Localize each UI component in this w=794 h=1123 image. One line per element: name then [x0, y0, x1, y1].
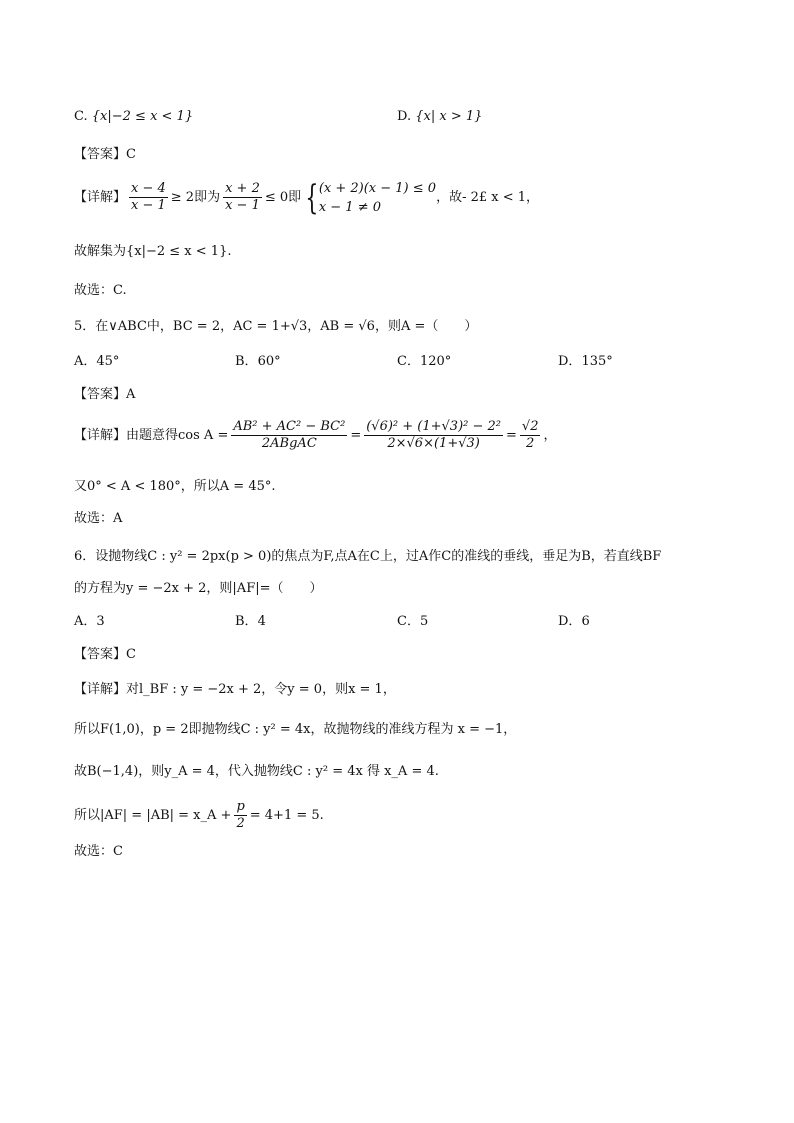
- q5-option-b-label: B．: [235, 354, 258, 369]
- q5-frac3-den: 2: [526, 436, 535, 451]
- q6-choose: 故选：C: [74, 844, 123, 859]
- q6-option-d-text: 6: [581, 614, 590, 629]
- q4-option-c-text: {x|−2 ≤ x < 1}: [91, 109, 194, 124]
- q5-frac2-num: (√6)² + (1+√3)² − 2²: [366, 419, 501, 434]
- q4-jiwei: 即为: [194, 190, 221, 205]
- q6-option-c-text: 5: [419, 614, 429, 629]
- q6-d4-frac-num: p: [236, 799, 245, 814]
- q6-option-a-text: 3: [96, 614, 105, 629]
- q4-sys-line1: (x + 2)(x − 1) ≤ 0: [318, 180, 437, 196]
- q5-frac2: [364, 419, 503, 452]
- q5-frac1-den: 2ABgAC: [261, 436, 317, 451]
- q5-detail-lead: 由题意得cos A =: [126, 428, 229, 443]
- q4-le0: ≤ 0: [264, 190, 289, 205]
- q5-stem: 5．在∨ABC中，BC = 2，AC = 1+√3，AB = √6，则A =（ ）: [74, 319, 478, 334]
- q4-brace: {: [305, 177, 319, 218]
- q6-option-b: [235, 613, 266, 631]
- q6-d4-frac: [234, 799, 246, 832]
- q5-frac3-num: √2: [521, 419, 539, 434]
- q5-option-a: [74, 353, 119, 371]
- q6-option-c: [397, 613, 428, 631]
- q4-system: [319, 179, 436, 217]
- q5-line2: 又0° < A < 180°，所以A = 45°.: [74, 479, 276, 494]
- q4-ji: 即: [288, 190, 302, 205]
- q4-frac2-num: x + 2: [225, 181, 260, 196]
- q5-answer: 【答案】A: [74, 387, 136, 402]
- q5-option-d-text: 135°: [581, 354, 613, 369]
- q5-option-b: [235, 353, 281, 371]
- q5-option-c: [397, 353, 451, 371]
- q4-frac2-den: x − 1: [225, 198, 260, 213]
- q5-frac1: [231, 419, 347, 452]
- q6-option-d: [558, 613, 590, 631]
- q4-frac1-num: x − 4: [131, 181, 166, 196]
- q6-answer: 【答案】C: [74, 647, 136, 662]
- q6-option-b-text: 4: [257, 614, 266, 629]
- q5-eq2: =: [506, 428, 517, 443]
- q5-detail-tail: ，: [543, 428, 557, 443]
- q4-frac2: [223, 181, 262, 214]
- q5-frac2-den: 2×√6×(1+√3): [387, 436, 480, 451]
- q4-detail: [74, 178, 539, 218]
- q5-choose: 故选：A: [74, 511, 123, 526]
- q6-option-d-label: D．: [558, 614, 582, 629]
- q5-frac1-num: AB² + AC² − BC²: [233, 419, 346, 434]
- q4-answer: 【答案】C: [74, 147, 136, 162]
- q5-detail-tag: 【详解】: [74, 428, 127, 443]
- q5-option-d: [558, 353, 613, 371]
- q4-ge2: ≥ 2: [170, 190, 195, 205]
- q6-detail-line1: 【详解】对l_BF : y = −2x + 2，令y = 0，则x = 1，: [74, 682, 396, 697]
- q6-option-a: [74, 613, 105, 631]
- q4-choose: 故选：C.: [74, 283, 127, 298]
- q5-option-c-text: 120°: [419, 354, 452, 369]
- q5-option-c-label: C．: [397, 354, 420, 369]
- q6-stem-line2: 的方程为y = −2x + 2，则|AF|=（ ）: [74, 581, 323, 596]
- q4-option-c: [74, 108, 193, 126]
- q6-detail-line4: [74, 798, 324, 834]
- q4-option-c-label: C.: [74, 109, 88, 124]
- q4-frac1-den: x − 1: [131, 198, 166, 213]
- q4-sys-line2: x − 1 ≠ 0: [318, 199, 382, 215]
- q6-stem-line1: 6．设抛物线C : y² = 2px(p > 0)的焦点为F,点A在C上，过A作C的准线的垂线，垂足为B，若直线BF: [74, 549, 662, 564]
- q6-detail-line2: 所以F(1,0)，p = 2即抛物线C : y² = 4x，故抛物线的准线方程为 x = −1，: [74, 722, 517, 737]
- q5-option-a-label: A．: [74, 354, 97, 369]
- q4-option-d: [397, 108, 482, 126]
- q4-detail-tail: ，故- 2£ x < 1，: [436, 190, 540, 205]
- q6-d4-tail: = 4+1 = 5.: [249, 808, 324, 823]
- q5-frac3: [520, 419, 541, 452]
- q6-detail-line3: 故B(−1,4)，则y_A = 4，代入抛物线C : y² = 4x 得 x_A = 4.: [74, 764, 439, 779]
- q4-solution-set: 故解集为{x|−2 ≤ x < 1}.: [74, 244, 232, 259]
- q5-eq1: =: [350, 428, 362, 443]
- q4-frac1: [129, 181, 168, 214]
- q4-option-d-label: D.: [397, 109, 412, 124]
- q6-d4-frac-den: 2: [236, 816, 245, 831]
- q4-detail-tag: 【详解】: [74, 190, 127, 205]
- q5-option-d-label: D．: [558, 354, 582, 369]
- q5-option-a-text: 45°: [96, 354, 120, 369]
- q6-option-b-label: B．: [235, 614, 258, 629]
- q6-d4-lead: 所以|AF| = |AB| = x_A +: [74, 808, 232, 823]
- q6-option-c-label: C．: [397, 614, 420, 629]
- q6-option-a-label: A．: [74, 614, 97, 629]
- q5-option-b-text: 60°: [257, 354, 281, 369]
- q4-option-d-text: {x| x > 1}: [415, 109, 483, 124]
- q5-detail: [74, 414, 556, 458]
